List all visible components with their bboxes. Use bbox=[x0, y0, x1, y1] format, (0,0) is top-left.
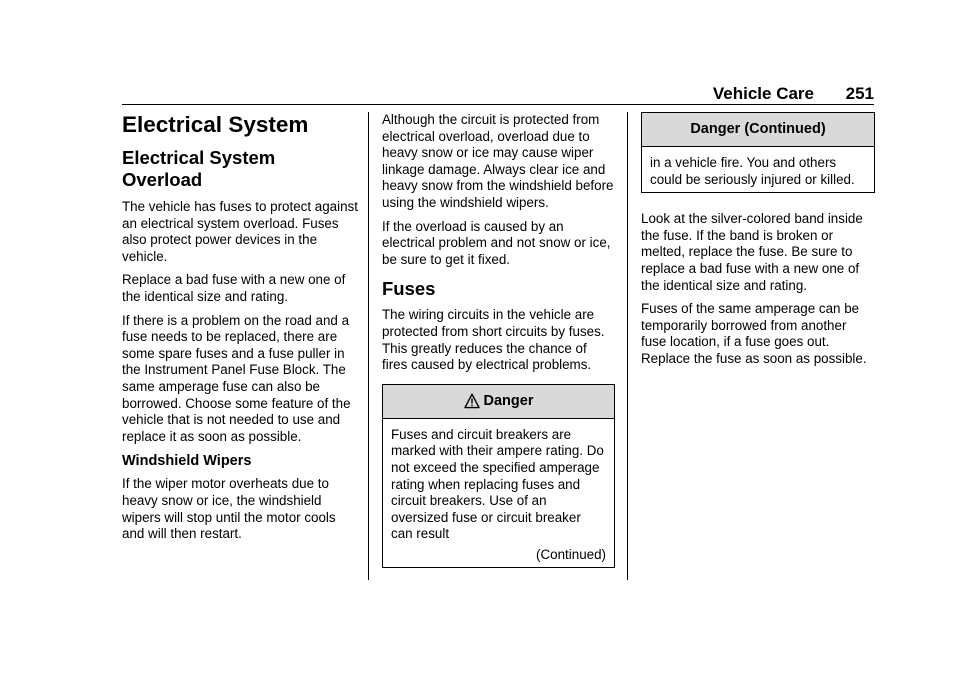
paragraph: Replace a bad fuse with a new one of the identical size and rating. bbox=[122, 272, 346, 304]
danger-continued-text: in a vehicle fire. You and others could be seriously injured or killed. bbox=[650, 155, 855, 187]
header-page-number: 251 bbox=[845, 84, 874, 103]
fuses-heading: Fuses bbox=[382, 278, 436, 300]
danger-box bbox=[382, 384, 615, 569]
paragraph: If the overload is caused by an electrical problem and not snow or ice, be sure to get it fixed. bbox=[382, 218, 611, 267]
danger-box-body bbox=[383, 419, 614, 568]
subsection-title-line1: Electrical System bbox=[122, 147, 276, 168]
column-1 bbox=[122, 112, 358, 550]
paragraph: If there is a problem on the road and a fuse needs to be replaced, there are some spare fuses and a fuse puller in the Instrument Panel Fuse Block. The same amperage fuse can also be borrowed. Choose some feature of the vehicle that is not needed to use and replace it as soon as possible. bbox=[122, 312, 351, 444]
paragraph: Fuses of the same amperage can be temporarily borrowed from another fuse location, if a fuse goes out. Replace the fuse as soon as possible. bbox=[641, 301, 867, 366]
continued-label: (Continued) bbox=[536, 546, 606, 562]
paragraph: The wiring circuits in the vehicle are protected from short circuits by fuses. This greatly reduces the chance of fires caused by electrical problems. bbox=[382, 307, 605, 373]
danger-text: Fuses and circuit breakers are marked with their ampere rating. Do not exceed the specified amperage rating when replacing fuses and circuit breakers. Use of an oversized fuse or circuit breaker can result bbox=[391, 426, 604, 542]
subsection-title bbox=[122, 147, 358, 191]
paragraph: If the wiper motor overheats due to heavy snow or ice, the windshield wipers will stop until the motor cools and will then restart. bbox=[122, 476, 336, 542]
windshield-wipers-heading: Windshield Wipers bbox=[122, 453, 252, 470]
page-header bbox=[122, 84, 874, 104]
column-3 bbox=[641, 112, 875, 375]
danger-continued-header: Danger (Continued) bbox=[642, 113, 874, 147]
column-2 bbox=[382, 112, 615, 578]
paragraph: The vehicle has fuses to protect against an electrical system overload. Fuses also protect power devices in the vehicle. bbox=[122, 199, 358, 264]
header-rule bbox=[122, 104, 874, 105]
danger-box-header bbox=[383, 385, 614, 419]
paragraph: Look at the silver-colored band inside the fuse. If the band is broken or melted, replace the fuse. Be sure to replace a bad fuse with a new one of the identical size and rating. bbox=[641, 211, 863, 293]
column-divider-1 bbox=[368, 112, 369, 580]
column-divider-2 bbox=[627, 112, 628, 580]
paragraph: Although the circuit is protected from electrical overload, overload due to heavy snow or ice may cause wiper linkage damage. Always clear ice and heavy snow from the windshield before using the windshield wipers. bbox=[382, 112, 614, 210]
danger-continued-body bbox=[642, 147, 874, 192]
subsection-title-line2: Overload bbox=[122, 169, 203, 190]
warning-icon bbox=[464, 393, 480, 409]
section-title: Electrical System bbox=[122, 112, 309, 137]
danger-label: Danger bbox=[483, 392, 534, 409]
header-section-title: Vehicle Care bbox=[712, 84, 814, 103]
danger-continued-box bbox=[641, 112, 875, 193]
